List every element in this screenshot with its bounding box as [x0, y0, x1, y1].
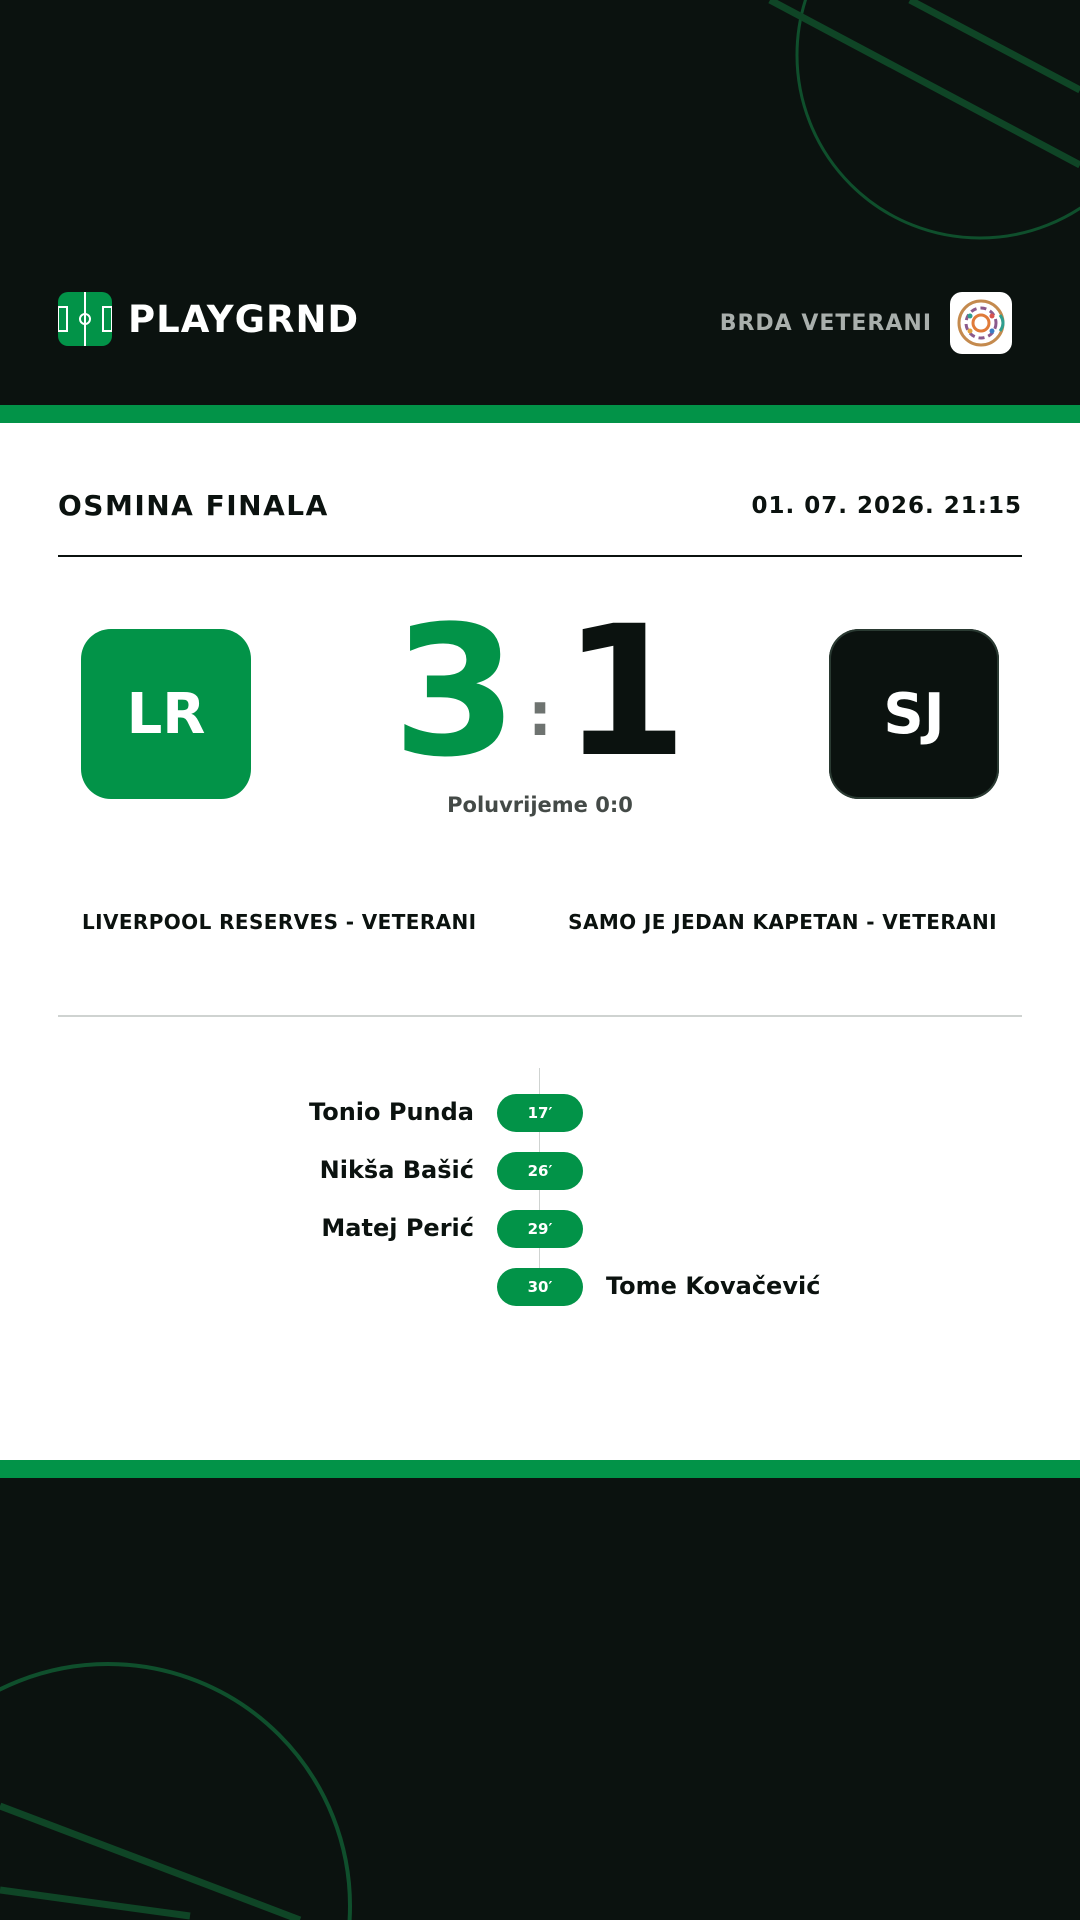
divider — [58, 555, 1022, 557]
footer-section — [0, 1478, 1080, 1920]
away-team-badge: SJ — [829, 629, 999, 799]
goal-scorer: Nikša Bašić — [319, 1156, 474, 1184]
home-team-name: LIVERPOOL RESERVES - VETERANI — [82, 910, 477, 934]
league-name: BRDA VETERANI — [719, 310, 932, 336]
league-crest-icon — [950, 292, 1012, 354]
away-score: 1 — [562, 588, 688, 797]
league — [720, 292, 1012, 354]
match-datetime: 01. 07. 2026. 21:15 — [751, 493, 1022, 519]
goal-event — [0, 1094, 1080, 1132]
goal-event — [0, 1152, 1080, 1190]
divider — [58, 1015, 1022, 1017]
pitch-lines-decoration — [0, 1478, 1080, 1920]
scoreboard — [390, 588, 690, 803]
accent-stripe-top — [0, 405, 1080, 423]
home-score: 3 — [392, 588, 518, 797]
header-section — [0, 0, 1080, 405]
goal-minute: 17′ — [497, 1094, 583, 1132]
score-separator: : — [528, 680, 552, 750]
pitch-icon — [58, 292, 112, 346]
accent-stripe-bottom — [0, 1460, 1080, 1478]
halftime-score: Poluvrijeme 0:0 — [447, 793, 633, 817]
goal-event — [0, 1210, 1080, 1248]
goal-minute: 30′ — [497, 1268, 583, 1306]
goal-scorer: Matej Perić — [321, 1214, 474, 1242]
goal-minute: 26′ — [497, 1152, 583, 1190]
goal-timeline — [0, 1068, 1080, 1300]
goal-scorer: Tome Kovačević — [606, 1272, 821, 1300]
round-label: OSMINA FINALA — [58, 489, 329, 522]
away-team-name: SAMO JE JEDAN KAPETAN - VETERANI — [568, 910, 997, 934]
brand-name: PLAYGRND — [128, 297, 360, 341]
home-team-badge: LR — [81, 629, 251, 799]
goal-event — [0, 1268, 1080, 1306]
goal-minute: 29′ — [497, 1210, 583, 1248]
brand — [58, 292, 359, 346]
goal-scorer: Tonio Punda — [309, 1098, 474, 1126]
match-card — [0, 423, 1080, 1460]
